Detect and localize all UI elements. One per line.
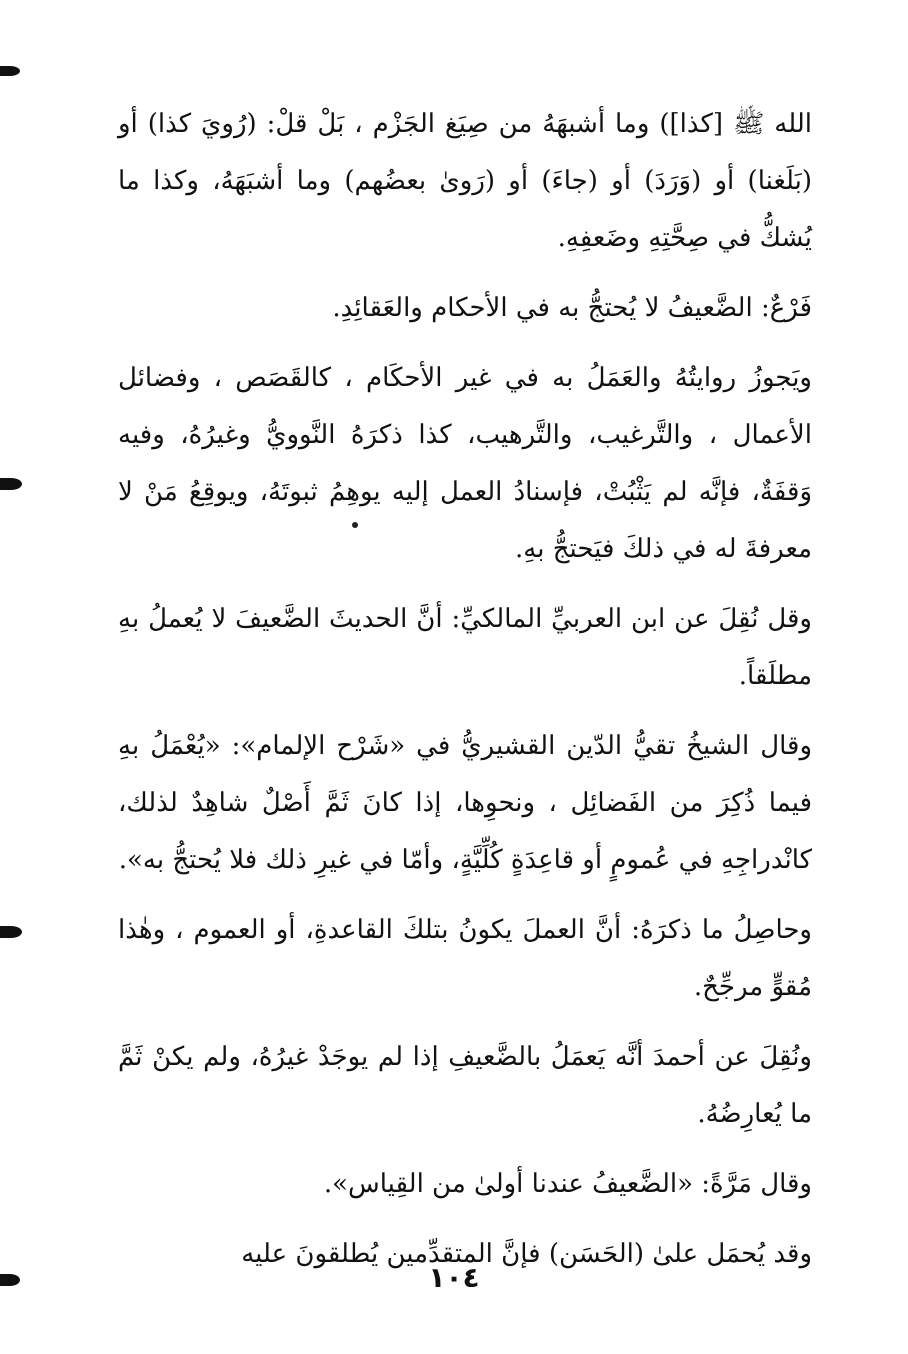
scan-edge-mark bbox=[0, 478, 22, 490]
body-text bbox=[118, 96, 812, 1283]
scan-edge-mark bbox=[0, 66, 20, 76]
paragraph-al-qushayri: وقال الشيخُ تقيُّ الدّين القشيريُّ في «شَرْح الإلمام»: «يُعْمَلُ بهِ فيما ذُكِرَ من الفَضائِل ، ونحوِها، إذا كانَ ثَمَّ أَصْلٌ شاهِدٌ لذلك، كانْدراجِهِ في عُمومٍ أو قاعِدَةٍ كُلِّيَّةٍ، وأمّا في غيرِ ذلك فلا يُحتجُّ به». bbox=[118, 731, 812, 875]
paragraph-ibn-al-arabi: وقل نُقِلَ عن ابن العربيِّ المالكيِّ: أنَّ الحديثَ الضَّعيفَ لا يُعملُ بهِ مطلَقاً. bbox=[118, 604, 812, 691]
page-number: ١٠٤ bbox=[428, 1261, 480, 1294]
paragraph-ahmad: ونُقِلَ عن أحمدَ أنَّه يَعمَلُ بالضَّعيفِ إذا لم يوجَدْ غيرُهُ، ولم يكنْ ثَمَّ ما يُعارِضُهُ. bbox=[118, 1042, 812, 1129]
scan-edge-mark bbox=[0, 926, 22, 938]
paragraph-al-hasan: وقد يُحمَل علىٰ (الحَسَن) فإنَّ المتقدِّمين يُطلقونَ عليه bbox=[241, 1239, 812, 1269]
paragraph-far-ahkam: فَرْعٌ: الضَّعيفُ لا يُحتجُّ به في الأحكام والعَقائِدِ. bbox=[332, 293, 812, 323]
paragraph-hasil: وحاصِلُ ما ذكرَهُ: أنَّ العملَ يكونُ بتلكَ القاعدةِ، أو العموم ، وهٰذا مُقوٍّ مرجِّحٌ. bbox=[118, 915, 812, 1002]
paragraph-sighah-al-jazm: الله ﷺ [كذا]) وما أشبهَهُ من صِيَغ الجَزْم ، بَلْ قلْ: (رُويَ كذا) أو (بَلَغنا) أو (وَرَدَ) أو (جاءَ) أو (رَوىٰ بعضُهم) وما أشبَهَهُ، وكذا ما يُشكُّ في صِحَّتِهِ وضَعفِهِ. bbox=[118, 109, 812, 253]
paragraph-fadail-al-amal: ويَجوزُ روايتُهُ والعَمَلُ به في غير الأحكَام ، كالقَصَص ، وفضائل الأعمال ، والتَّرغيب، والتَّرهيب، كذا ذكرَهُ النَّوويُّ وغيرُهُ، وفيه وَقفَةٌ، فإنَّه لم يَثْبُتْ، فإسنادُ العمل إليه يوهِمُ ثبوتَهُ، ويوقِعُ مَنْ لا معرفةَ له في ذلكَ فيَحتجُّ بهِ. bbox=[118, 363, 812, 564]
paragraph-marrah: وقال مَرَّةً: «الضَّعيفُ عندنا أولىٰ من القِياس». bbox=[323, 1169, 812, 1199]
